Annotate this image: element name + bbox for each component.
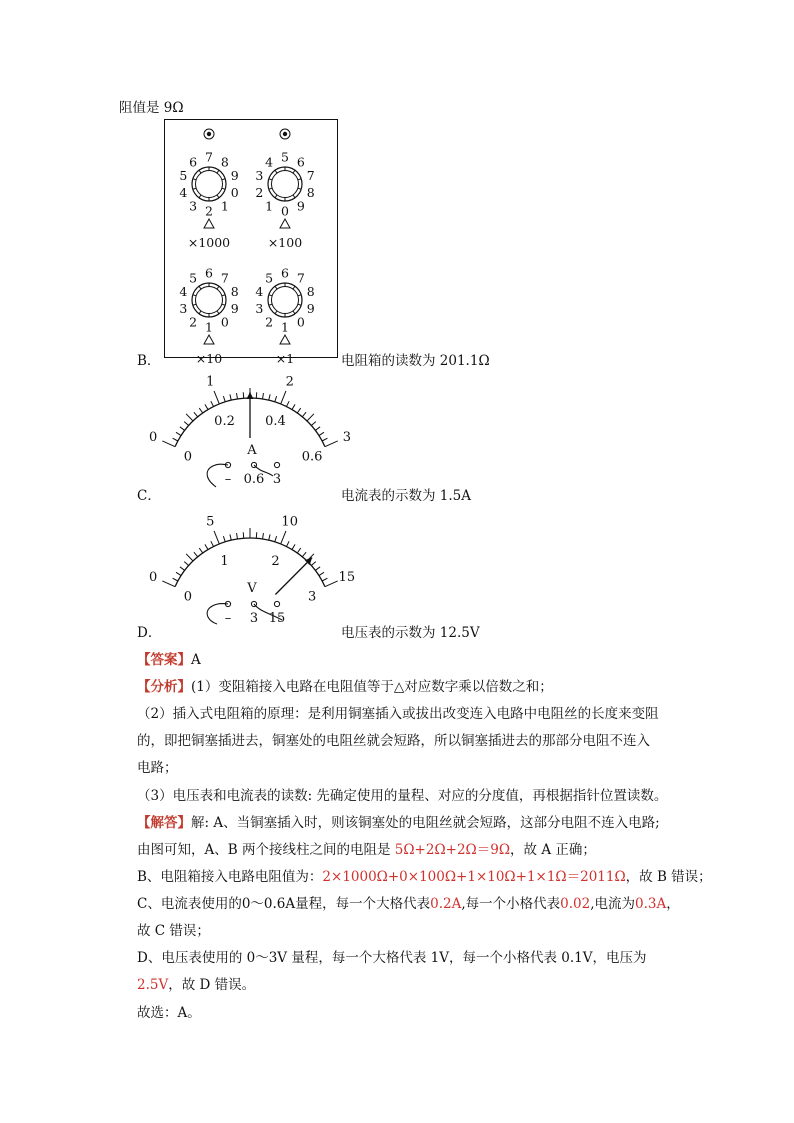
- analysis-p1: (1）变阻箱接入电路在电阻值等于△对应数字乘以倍数之和；: [191, 679, 553, 695]
- scale-tick: [180, 567, 185, 571]
- dial-digit: 4: [179, 184, 188, 200]
- outer-scale-label: 1: [206, 374, 215, 390]
- dial-notch: [298, 179, 301, 180]
- terminal-post: [274, 601, 279, 606]
- dial-multiplier: ×1: [275, 351, 295, 366]
- scale-tick: [237, 533, 238, 539]
- scale-tick: [194, 552, 198, 557]
- scale-tick: [214, 531, 219, 544]
- solution-l1: 解: A、当铜塞插入时，则该铜塞处的电阻丝就会短路，这部分电阻不连入电路;: [191, 815, 660, 831]
- scale-tick: [230, 394, 231, 400]
- dial-notch: [293, 195, 295, 198]
- outer-scale-label: 3: [342, 429, 351, 445]
- dial-notch: [222, 188, 225, 189]
- inner-scale-label: 0: [183, 589, 193, 605]
- inner-scale-label: 1: [220, 553, 229, 569]
- solution-line-3: [137, 865, 712, 885]
- scale-arc: [175, 538, 325, 587]
- meter-symbol: A: [247, 443, 257, 458]
- scale-tick: [180, 427, 185, 431]
- solution-l4-text-c: ,电流为: [590, 896, 636, 912]
- needle-arrow: [247, 392, 254, 399]
- dial-notch: [269, 179, 272, 180]
- inner-scale-label: 0.4: [265, 413, 286, 429]
- scale-tick: [176, 572, 181, 575]
- dial-digit: 8: [306, 184, 315, 200]
- option-c-statement: 电流表的示数为 1.5A: [341, 488, 472, 504]
- solution-line-7: [137, 973, 255, 993]
- scale-tick: [307, 414, 314, 421]
- scale-tick: [275, 536, 277, 542]
- pointer-triangle: [204, 335, 214, 344]
- dial-digit: 7: [220, 270, 229, 286]
- solution-l7-value: 2.5V: [137, 977, 169, 993]
- scale-tick: [322, 578, 327, 581]
- analysis-p3: （3）电压表和电流表的读数: 先确定使用的量程、对应的分度值，再根据指针位置读数。: [137, 788, 668, 804]
- analysis-p2a: （2）插入式电阻箱的原理：是利用铜塞插入或拔出改变连入电路中电阻丝的长度来变阻: [137, 706, 659, 722]
- scale-tick: [286, 541, 289, 546]
- dial-digit: 0: [220, 314, 229, 330]
- solution-l4-value-a: 0.2A: [430, 896, 462, 912]
- dial-digit: 0: [296, 314, 305, 330]
- analysis-line-1: [137, 675, 553, 695]
- solution-tag: 【解答】: [137, 815, 191, 831]
- voltmeter-diagram: [149, 506, 356, 628]
- solution-l4-value-c: 0.3A: [635, 896, 667, 912]
- analysis-p2b: 的，即把铜塞插进去，铜塞处的电阻丝就会短路，所以铜塞插进去的那部分电阻不连入: [137, 733, 650, 749]
- scale-tick: [223, 396, 225, 402]
- scale-tick: [269, 534, 270, 540]
- solution-l3-text: B、电阻箱接入电路电阻值为：: [137, 869, 323, 885]
- scale-tick: [286, 401, 289, 406]
- dial-notch: [275, 286, 277, 289]
- dial-digit: 4: [255, 284, 264, 300]
- scale-tick: [237, 393, 238, 399]
- solution-line-2: [137, 838, 596, 858]
- dial-notch: [193, 295, 196, 296]
- scale-tick: [263, 533, 264, 539]
- scale-tick: [194, 412, 198, 417]
- terminal-inner: [283, 132, 287, 136]
- scale-tick: [263, 393, 264, 399]
- solution-l2-formula: 5Ω+2Ω+2Ω＝9Ω: [394, 842, 511, 858]
- solution-line-4: [137, 892, 680, 912]
- dial-digit: 3: [179, 300, 188, 316]
- dial-digit: 6: [205, 265, 213, 281]
- solution-line-1: [137, 811, 660, 831]
- dial-notch: [199, 195, 201, 198]
- dial-2: [255, 129, 314, 250]
- meter-needle: [275, 558, 312, 595]
- solution-l2-text: 由图可知，A、B 两个接线柱之间的电阻是: [137, 842, 395, 858]
- terminal-label: 15: [268, 611, 286, 626]
- option-b-letter: B．: [137, 353, 161, 369]
- dial-notch: [199, 311, 201, 314]
- option-d-statement: 电压表的示数为 12.5V: [341, 625, 480, 641]
- dial-digit: 5: [189, 270, 198, 286]
- outer-scale-label: 15: [338, 569, 356, 585]
- scale-tick: [205, 544, 208, 549]
- top-line: 阻值是 9Ω: [119, 100, 184, 116]
- scale-tick: [297, 548, 300, 553]
- dial-notch: [293, 311, 295, 314]
- terminal-label: –: [224, 611, 232, 626]
- dial-notch: [275, 195, 277, 198]
- terminal-label: 0.6: [243, 472, 265, 487]
- option-d-letter: D．: [137, 625, 162, 641]
- outer-scale-label: 0: [149, 569, 158, 585]
- dial-4: [255, 266, 314, 367]
- solution-l6: D、电压表使用的 0～3V 量程，每一个大格代表 1V，每一个小格代表 0.1V，电压为: [137, 950, 647, 966]
- dial-digit: 2: [189, 314, 198, 330]
- dial-digit: 2: [205, 203, 213, 219]
- solution-l4-tail: ，: [666, 896, 680, 912]
- scale-tick: [214, 391, 219, 404]
- dial-inner-ring: [272, 287, 299, 314]
- scale-tick: [176, 432, 181, 435]
- meter-symbol: V: [247, 581, 257, 596]
- dial-digit: 3: [255, 300, 264, 316]
- dial-notch: [217, 170, 219, 173]
- dial-digit: 9: [230, 300, 239, 316]
- scale-tick: [322, 438, 327, 441]
- scale-tick: [315, 427, 320, 431]
- dial-notch: [293, 286, 295, 289]
- solution-l2-tail: ，故 A 正确；: [510, 842, 596, 858]
- dial-digit: 3: [255, 168, 264, 184]
- dial-notch: [217, 286, 219, 289]
- outer-scale-label: 2: [285, 374, 294, 390]
- dial-notch: [193, 188, 196, 189]
- outer-scale-label: 0: [149, 429, 158, 445]
- dial-digit: 8: [306, 284, 315, 300]
- dial-digit: 1: [205, 319, 213, 335]
- scale-tick: [230, 534, 231, 540]
- scale-tick: [311, 422, 315, 426]
- scale-tick: [199, 548, 202, 553]
- answer-tag: 【答案】: [137, 652, 191, 668]
- dial-notch: [275, 170, 277, 173]
- terminal-label: –: [224, 472, 232, 487]
- option-c-letter: C．: [137, 488, 161, 504]
- scale-tick: [162, 441, 175, 447]
- solution-l3-formula: 2×1000Ω+0×100Ω+1×10Ω+1×1Ω＝2011Ω: [322, 869, 626, 885]
- dial-digit: 1: [265, 198, 274, 214]
- dial-notch: [199, 170, 201, 173]
- scale-tick: [184, 562, 188, 566]
- scale-tick: [302, 552, 306, 557]
- pointer-triangle: [280, 335, 290, 344]
- dial-notch: [217, 311, 219, 314]
- terminal-inner: [207, 132, 211, 136]
- analysis-p2c: 电路；: [137, 760, 178, 776]
- scale-tick: [211, 541, 214, 546]
- dial-digit: 2: [255, 184, 264, 200]
- dial-notch: [222, 295, 225, 296]
- dial-notch: [269, 295, 272, 296]
- scale-tick: [223, 536, 225, 542]
- dial-notch: [275, 311, 277, 314]
- outer-scale-label: 5: [206, 514, 215, 530]
- dial-notch: [293, 170, 295, 173]
- inner-scale-label: 0: [183, 449, 193, 465]
- scale-tick: [275, 396, 277, 402]
- dial-inner-ring: [272, 171, 299, 198]
- dial-digit: 4: [179, 284, 188, 300]
- solution-l8: 故选：A。: [137, 1005, 201, 1021]
- dial-digit: 5: [179, 168, 188, 184]
- dial-notch: [217, 195, 219, 198]
- scale-tick: [269, 394, 270, 400]
- solution-l4-text: C、电流表使用的0～0.6A量程，每一个大格代表: [137, 896, 431, 912]
- dial-digit: 6: [296, 154, 305, 170]
- dial-digit: 8: [220, 154, 229, 170]
- scale-tick: [325, 581, 338, 587]
- pointer-triangle: [280, 219, 290, 228]
- dial-multiplier: ×100: [267, 235, 303, 250]
- inner-scale-label: 2: [271, 553, 280, 569]
- scale-tick: [292, 544, 295, 549]
- scale-tick: [319, 432, 324, 435]
- dial-digit: 9: [230, 168, 239, 184]
- analysis-tag: 【分析】: [137, 679, 191, 695]
- dial-inner-ring: [196, 287, 223, 314]
- dial-multiplier: ×10: [195, 351, 223, 366]
- scale-tick: [205, 404, 208, 409]
- dial-digit: 7: [205, 149, 213, 165]
- outer-scale-label: 10: [281, 514, 298, 530]
- inner-scale-label: 3: [307, 589, 317, 605]
- dial-digit: 9: [306, 300, 315, 316]
- dial-digit: 5: [281, 149, 289, 165]
- dial-notch: [298, 188, 301, 189]
- terminal-label: 3: [272, 472, 282, 487]
- scale-tick: [292, 404, 295, 409]
- dial-notch: [222, 304, 225, 305]
- scale-tick: [315, 567, 320, 571]
- dial-digit: 2: [265, 314, 274, 330]
- dial-notch: [199, 286, 201, 289]
- scale-tick: [186, 414, 193, 421]
- answer-line: [137, 648, 201, 668]
- dial-notch: [298, 295, 301, 296]
- dial-digit: 0: [281, 203, 289, 219]
- dial-digit: 1: [281, 319, 289, 335]
- dial-notch: [193, 179, 196, 180]
- solution-l5: 故 C 错误；: [137, 923, 210, 939]
- resistance-box-diagram: [165, 120, 337, 366]
- dial-ring: [192, 283, 226, 317]
- answer-text: A: [191, 652, 201, 668]
- dial-notch: [298, 304, 301, 305]
- scale-tick: [302, 412, 306, 417]
- scale-tick: [173, 578, 178, 581]
- dial-digit: 8: [230, 284, 239, 300]
- terminal-label: 3: [249, 611, 259, 626]
- scale-tick: [297, 408, 300, 413]
- solution-l7-tail: ，故 D 错误。: [168, 977, 256, 993]
- dial-1: [179, 129, 238, 250]
- dial-digit: 7: [306, 168, 315, 184]
- dial-notch: [269, 188, 272, 189]
- terminal-post: [274, 462, 279, 467]
- solution-l3-tail: ，故 B 错误；: [625, 869, 712, 885]
- dial-digit: 3: [189, 198, 198, 214]
- dial-3: [179, 266, 238, 367]
- scale-tick: [184, 422, 188, 426]
- pointer-triangle: [204, 219, 214, 228]
- dial-multiplier: ×1000: [187, 235, 231, 250]
- dial-digit: 6: [189, 154, 198, 170]
- dial-digit: 7: [296, 270, 305, 286]
- scale-tick: [311, 562, 315, 566]
- dial-digit: 4: [265, 154, 274, 170]
- solution-l4-text-b: ,每一个小格代表: [461, 896, 561, 912]
- dial-digit: 5: [265, 270, 274, 286]
- scale-tick: [173, 438, 178, 441]
- inner-scale-label: 0.6: [301, 449, 323, 465]
- dial-ring: [268, 283, 302, 317]
- dial-notch: [269, 304, 272, 305]
- dial-digit: 6: [281, 265, 289, 281]
- dial-ring: [192, 167, 226, 201]
- dial-notch: [222, 179, 225, 180]
- scale-tick: [211, 401, 214, 406]
- dial-inner-ring: [196, 171, 223, 198]
- scale-tick: [186, 554, 193, 561]
- scale-tick: [281, 391, 286, 404]
- scale-tick: [319, 572, 324, 575]
- inner-scale-label: 0.2: [214, 413, 235, 429]
- solution-l4-value-b: 0.02: [560, 896, 591, 912]
- scale-tick: [325, 441, 338, 447]
- resistance-box: [164, 119, 338, 366]
- scale-tick: [162, 581, 175, 587]
- dial-ring: [268, 167, 302, 201]
- option-b-statement: 电阻箱的读数为 201.1Ω: [341, 353, 490, 369]
- ammeter-diagram: [149, 372, 351, 490]
- dial-digit: 1: [220, 198, 229, 214]
- dial-notch: [193, 304, 196, 305]
- scale-tick: [199, 408, 202, 413]
- dial-digit: 9: [296, 198, 305, 214]
- scale-tick: [281, 531, 286, 544]
- dial-digit: 0: [230, 184, 239, 200]
